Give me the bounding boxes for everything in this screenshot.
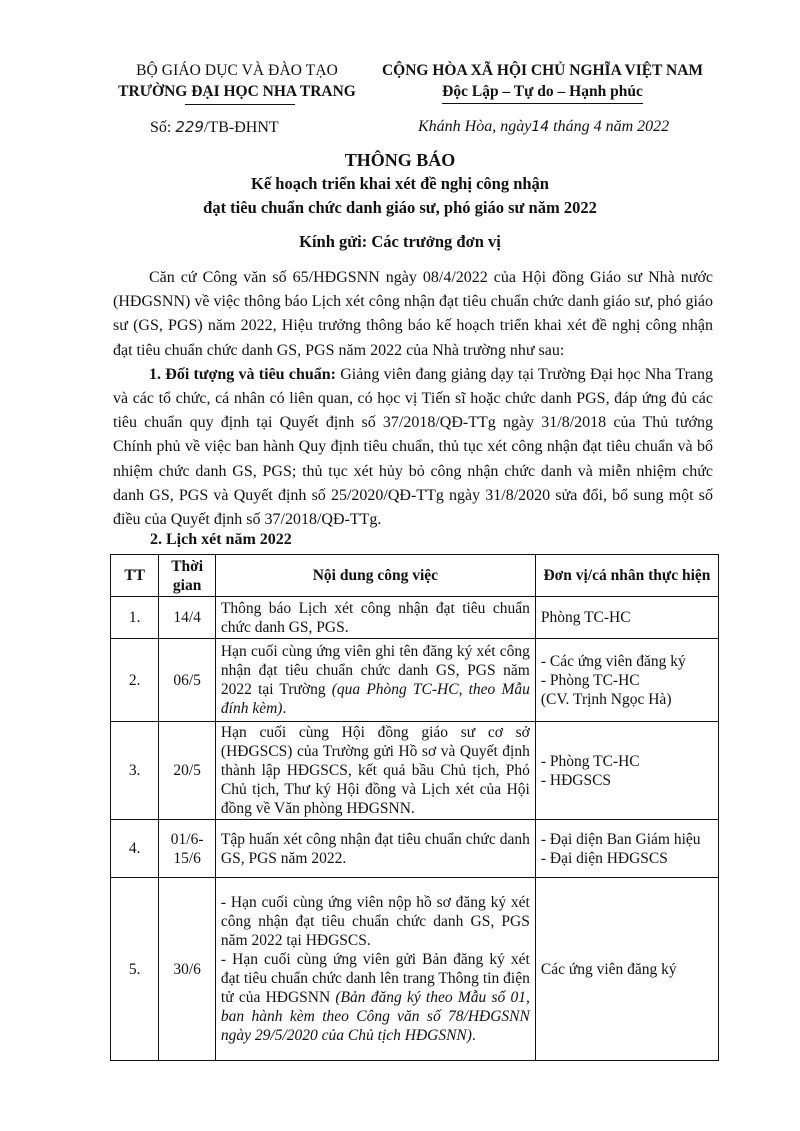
header-content: Nội dung công việc (215, 555, 535, 597)
handwritten-number: 229 (175, 118, 204, 136)
ministry-name: BỘ GIÁO DỤC VÀ ĐÀO TẠO (136, 62, 338, 79)
university-name: TRƯỜNG ĐẠI HỌC NHA TRANG (118, 83, 356, 100)
place-date: Khánh Hòa, ngày14 tháng 4 năm 2022 (418, 118, 670, 135)
intro-paragraph: Căn cứ Công văn số 65/HĐGSNN ngày 08/4/2022 của Hội đồng Giáo sư Nhà nước (HĐGSNN) về việc thông báo Lịch xét công nhận đạt tiêu chuẩn chức danh giáo sư, phó giáo sư (GS, PGS) năm 2022, Hiệu trưởng thông báo kế hoạch triển khai xét đề nghị công nhận đạt tiêu chuẩn chức danh GS, PGS năm 2022 của Nhà trường như sau: (113, 269, 713, 359)
table-row: 5. 30/6 - Hạn cuối cùng ứng viên nộp hồ sơ đăng ký xét công nhận đạt tiêu chuẩn chức danh GS, PGS năm 2022 tại HĐGSCS. - Hạn cuối cùng ứng viên gửi Bản đăng ký xét đạt tiêu chuẩn chức danh lên trang Thông tin điện tử của HĐGSNN (Bản đăng ký theo Mẫu số 01, ban hành kèm theo Công văn số 78/HĐGSNN ngày 29/5/2020 của Chủ tịch HĐGSNN). Các ứng viên đăng ký (111, 878, 719, 1061)
document-subtitle-2: đạt tiêu chuẩn chức danh giáo sư, phó giáo sư năm 2022 (203, 198, 597, 217)
table-row: 4. 01/6- 15/6 Tập huấn xét công nhận đạt tiêu chuẩn chức danh GS, PGS năm 2022. - Đại diện Ban Giám hiệu - Đại diện HĐGSCS (111, 820, 719, 878)
header-tt: TT (111, 555, 159, 597)
national-motto: Độc Lập – Tự do – Hạnh phúc (442, 81, 643, 104)
header-time: Thời gian (159, 555, 216, 597)
national-header (370, 60, 715, 104)
issuer-divider (185, 104, 295, 105)
table-row: 2. 06/5 Hạn cuối cùng ứng viên ghi tên đăng ký xét công nhận đạt tiêu chuẩn chức danh GS, PGS năm 2022 tại Trường (qua Phòng TC-HC, theo Mẫu đính kèm). - Các ứng viên đăng ký - Phòng TC-HC (CV. Trịnh Ngọc Hà) (111, 639, 719, 722)
section-1-paragraph: 1. Đối tượng và tiêu chuẩn: Giảng viên đang giảng dạy tại Trường Đại học Nha Trang và các tổ chức, cá nhân có liên quan, có học vị Tiến sĩ hoặc chức danh PGS, đáp ứng đủ các tiêu chuẩn quy định tại Quyết định số 37/2018/QĐ-TTg ngày 31/8/2018 của Thủ tướng Chính phủ về việc ban hành Quy định tiêu chuẩn, thủ tục xét công nhận đạt tiêu chuẩn và bổ nhiệm chức danh GS, PGS; thủ tục xét hủy bỏ công nhận chức danh và miễn nhiệm chức danh GS, PGS và Quyết định số 25/2020/QĐ-TTg ngày 31/8/2020 sửa đổi, bổ sung một số điều của Quyết định số 37/2018/QĐ-TTg. (113, 365, 713, 529)
section-2-heading: 2. Lịch xét năm 2022 (150, 531, 292, 548)
document-number: Số: 229/TB-ĐHNT (150, 118, 279, 136)
table-row: 3. 20/5 Hạn cuối cùng Hội đồng giáo sư cơ sở (HĐGSCS) của Trường gửi Hồ sơ và Quyết định thành lập HĐGSCS, kết quả bầu Chủ tịch, Phó Chủ tịch, Thư ký Hội đồng và Lịch xét của Hội đồng về Văn phòng HĐGSNN. - Phòng TC-HC - HĐGSCS (111, 722, 719, 820)
republic-name: CỘNG HÒA XÃ HỘI CHỦ NGHĨA VIỆT NAM (381, 62, 704, 79)
document-subtitle-1: Kế hoạch triển khai xét đề nghị công nhận (251, 174, 549, 193)
issuer-block (112, 60, 362, 102)
addressee: Kính gửi: Các trưởng đơn vị (299, 232, 501, 251)
table-header-row (111, 555, 719, 597)
handwritten-day: 14 (531, 119, 550, 135)
section-1-heading: 1. Đối tượng và tiêu chuẩn: (149, 365, 336, 383)
document-body (113, 266, 713, 532)
document-title: THÔNG BÁO (344, 150, 456, 170)
schedule-table (110, 554, 719, 1061)
header-unit: Đơn vị/cá nhân thực hiện (535, 555, 718, 597)
table-row: 1. 14/4 Thông báo Lịch xét công nhận đạt tiêu chuẩn chức danh GS, PGS. Phòng TC-HC (111, 597, 719, 639)
